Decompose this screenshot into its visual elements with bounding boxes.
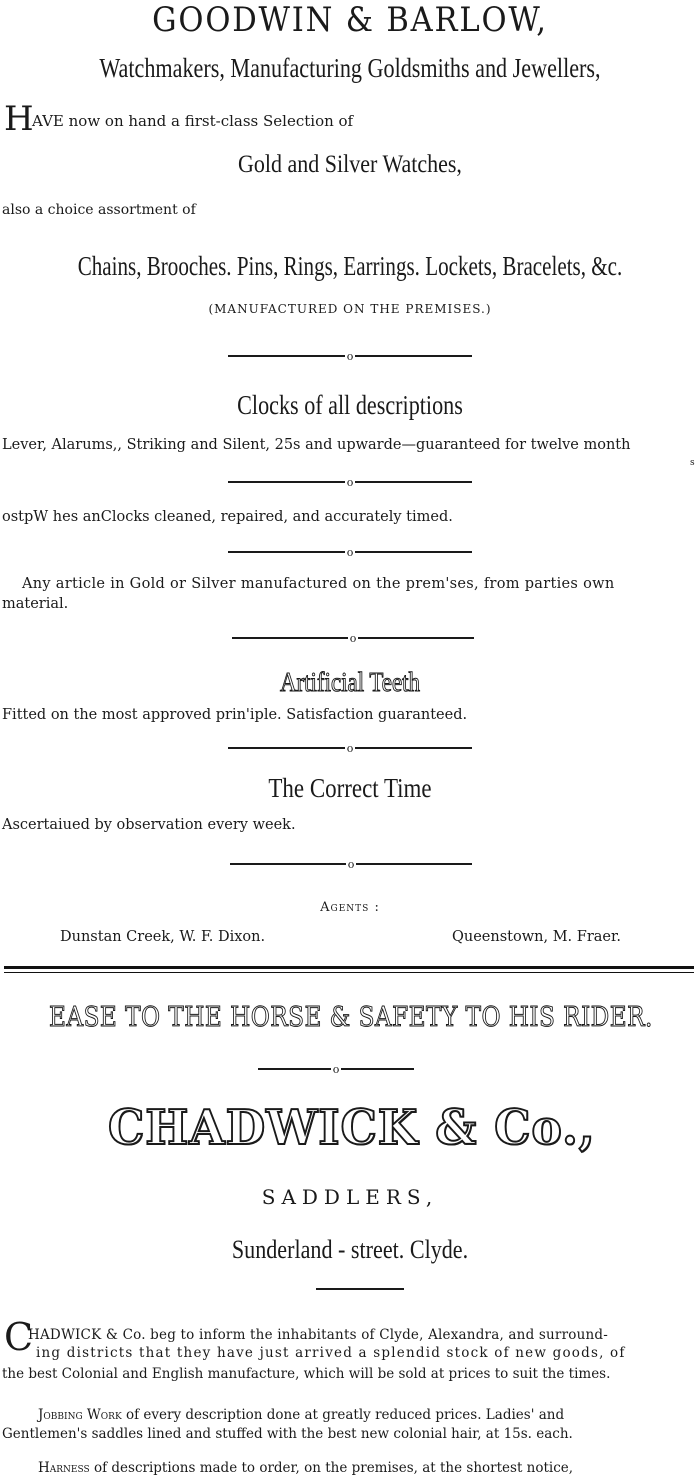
trade-heading: SADDLERS,: [261, 1185, 439, 1209]
divider-mark: o: [346, 349, 354, 363]
teeth-heading: Artificial Teeth: [279, 667, 421, 697]
column-separator-thin: [4, 972, 694, 973]
divider: [228, 742, 472, 754]
drop-cap: H: [4, 99, 34, 139]
clocks-line-tail: s: [690, 458, 695, 468]
divider: [228, 476, 472, 488]
watches-heading: Gold and Silver Watches,: [238, 151, 462, 178]
para3-text: of descriptions made to order, on the premises, at the shortest notice,: [93, 1460, 574, 1476]
article-line: Any article in Gold or Silver manufactured on the prem'ses, from parties own: [22, 576, 615, 592]
para3-line1: [38, 1460, 573, 1476]
divider: [228, 546, 472, 558]
address-heading: Sunderland - street. Clyde.: [231, 1235, 469, 1264]
ad-title: GOODWIN & BARLOW,: [152, 0, 548, 40]
agent-queenstown: Queenstown, M. Fraer.: [452, 929, 621, 945]
short-rule: [316, 1288, 404, 1290]
firm-name: CHADWICK & Co.,: [108, 1100, 596, 1156]
divider: [232, 632, 474, 644]
teeth-line: Fitted on the most approved prin'iple. Satisfaction guaranteed.: [2, 707, 468, 723]
manufactured-note: (MANUFACTURED ON THE PREMISES.): [208, 302, 492, 316]
divider-mark: o: [346, 475, 354, 489]
divider: [230, 858, 472, 870]
divider-mark: o: [346, 545, 354, 559]
time-heading: The Correct Time: [268, 773, 432, 803]
time-line: Ascertaiued by observation every week.: [2, 817, 296, 833]
para1-line3: the best Colonial and English manufacture, which will be sold at prices to suit the times.: [2, 1366, 611, 1382]
para2-text: of every description done at greatly reduced prices. Ladies' and: [125, 1407, 565, 1423]
divider-mark: o: [347, 857, 355, 871]
divider: [258, 1063, 414, 1075]
cleaned-line: ostpW hes anClocks cleaned, repaired, and accurately timed.: [2, 509, 453, 525]
ad-subtitle: Watchmakers, Manufacturing Goldsmiths and Jewellers,: [99, 53, 601, 83]
ad-headline: EASE TO THE HORSE & SAFETY TO HIS RIDER.: [49, 1002, 653, 1033]
divider-mark: o: [349, 631, 357, 645]
divider-mark: o: [332, 1062, 340, 1076]
clocks-heading: Clocks of all descriptions: [237, 390, 463, 420]
para2-line2: Gentlemen's saddles lined and stuffed with the best new colonial hair, at 15s. each.: [2, 1426, 573, 1442]
divider: [228, 350, 472, 362]
para1-line2: ing districts that they have just arrived a splendid stock of new goods, of: [36, 1345, 626, 1361]
harness-lead: Harness: [38, 1460, 90, 1476]
clocks-line: Lever, Alarums,, Striking and Silent, 25s and upwarde—guaranteed for twelve month: [2, 437, 631, 453]
agent-dunstan-creek: Dunstan Creek, W. F. Dixon.: [60, 929, 266, 945]
intro-text: AVE now on hand a first-class Selection of: [32, 112, 354, 130]
column-separator: [4, 966, 694, 969]
article-line-2: material.: [2, 596, 69, 612]
para2-line1: [38, 1407, 564, 1423]
drop-cap: C: [4, 1315, 34, 1359]
also-text: also a choice assortment of: [2, 202, 196, 218]
agents-heading: Agents :: [320, 900, 380, 915]
para1-line1: HADWICK & Co. beg to inform the inhabitants of Clyde, Alexandra, and surround-: [28, 1327, 608, 1343]
divider-mark: o: [346, 741, 354, 755]
items-heading: Chains, Brooches. Pins, Rings, Earrings. Lockets, Bracelets, &c.: [77, 251, 623, 281]
jobbing-work-lead: Jobbing Work: [38, 1407, 122, 1423]
